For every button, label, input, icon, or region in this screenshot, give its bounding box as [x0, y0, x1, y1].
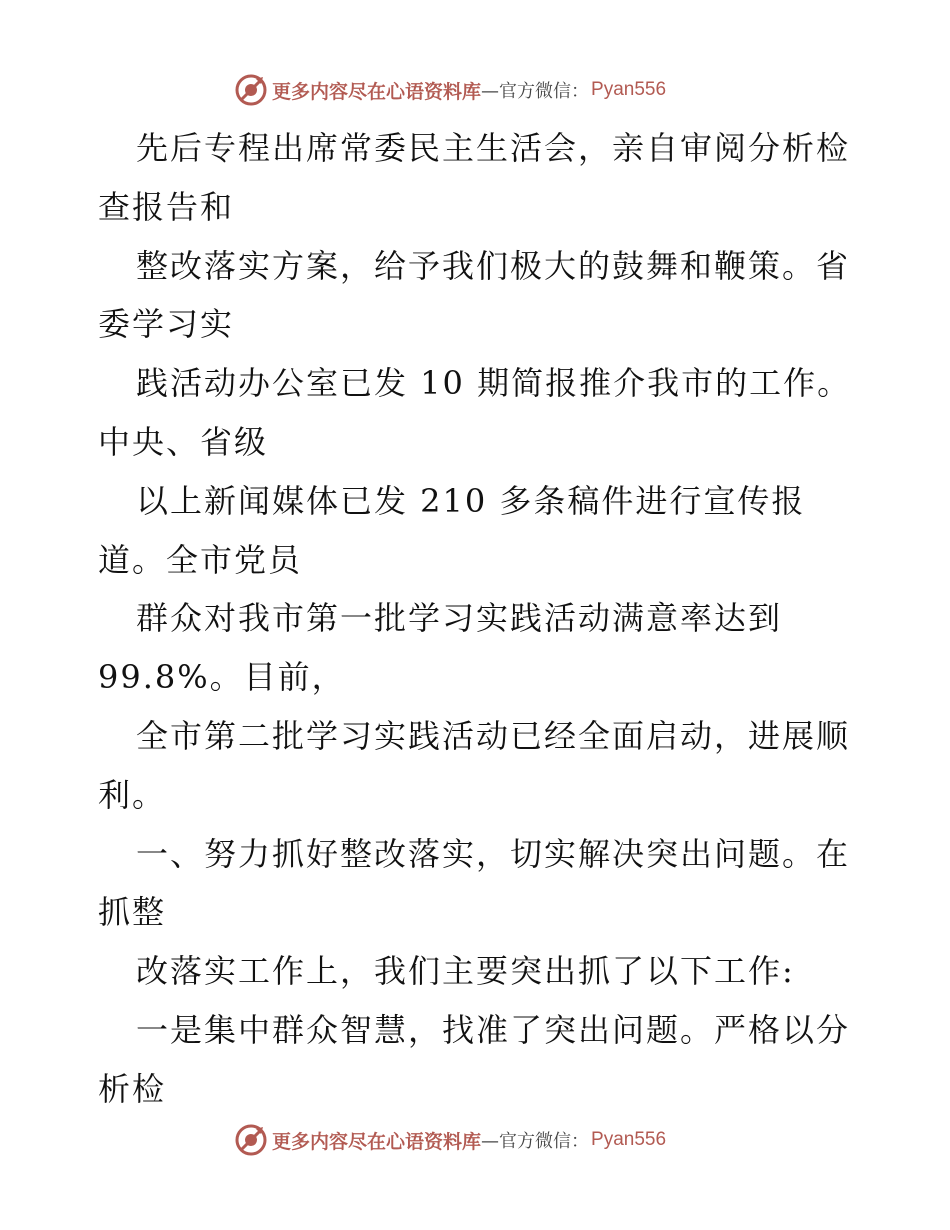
body-line: 查报告和 [98, 187, 235, 226]
banner-official-text: —官方微信： [481, 1131, 590, 1152]
banner-wechat-id: Pyan556 [591, 1129, 667, 1150]
brand-logo-icon [234, 73, 268, 107]
body-line: 一、努力抓好整改落实，切实解决突出问题。在 [136, 834, 851, 873]
body-line: 以上新闻媒体已发 210 多条稿件进行宣传报 [136, 481, 806, 520]
body-line: 全市第二批学习实践活动已经全面启动，进展顺 [136, 716, 851, 755]
banner-official-text: —官方微信： [481, 81, 590, 102]
body-line: 改落实工作上，我们主要突出抓了以下工作: [136, 952, 795, 991]
header-banner [234, 72, 666, 108]
banner-brand-text: 更多内容尽在心语资料库 [272, 80, 482, 103]
document-body [98, 119, 868, 1119]
brand-logo-icon [234, 1123, 268, 1157]
body-line: 抓整 [98, 893, 167, 932]
body-line: 践活动办公室已发 10 期简报推介我市的工作。 [136, 364, 852, 403]
footer-banner [234, 1122, 666, 1158]
banner-brand-text: 更多内容尽在心语资料库 [272, 1130, 482, 1153]
body-line: 一是集中群众智慧，找准了突出问题。严格以分 [136, 1010, 851, 1049]
banner-wechat-id: Pyan556 [591, 79, 667, 100]
body-line: 委学习实 [98, 305, 235, 344]
body-line: 道。全市党员 [98, 540, 303, 579]
body-line: 整改落实方案，给予我们极大的鼓舞和鞭策。省 [136, 246, 851, 285]
body-line: 先后专程出席常委民主生活会，亲自审阅分析检 [136, 129, 851, 167]
body-line: 中央、省级 [98, 422, 269, 461]
body-line: 99.8%。目前， [98, 658, 346, 697]
body-line: 利。 [98, 775, 167, 814]
body-line: 群众对我市第一批学习实践活动满意率达到 [136, 599, 783, 638]
body-line: 析检 [98, 1069, 167, 1108]
